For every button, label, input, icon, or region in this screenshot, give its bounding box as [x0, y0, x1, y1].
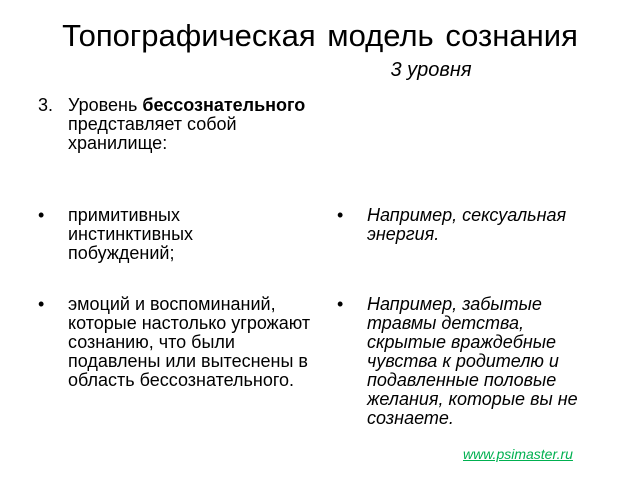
- bullet-marker: •: [38, 205, 45, 225]
- bullet-text: Например, забытые травмы детства, скрытые враждебные чувства к родителю и подавленные половые желания, которые вы не сознаете.: [367, 294, 578, 428]
- bullet-marker: •: [337, 294, 344, 314]
- subtitle-text: 3 уровня: [390, 59, 472, 81]
- bullet-text: эмоций и воспоминаний, которые настолько угрожают сознанию, что были подавлены или вытеснены в область бессознательного.: [68, 294, 311, 390]
- item-text-lead: Уровень: [68, 95, 143, 115]
- item-text-bold: бессознательного: [142, 95, 306, 115]
- bullet-marker: •: [337, 205, 344, 225]
- item-text: [68, 96, 318, 153]
- website-link[interactable]: www.psimaster.ru: [463, 446, 573, 462]
- slide-title: Топографическая модель сознания: [62, 18, 578, 53]
- item-text-tail: представляет собой хранилище:: [68, 114, 237, 153]
- bullet-marker: •: [38, 294, 45, 314]
- item-number: 3.: [38, 95, 54, 115]
- bullet-text: примитивных инстинктивных побуждений;: [68, 205, 194, 263]
- bullet-text: Например, сексуальная энергия.: [367, 205, 567, 244]
- slide-subtitle: [0, 58, 640, 82]
